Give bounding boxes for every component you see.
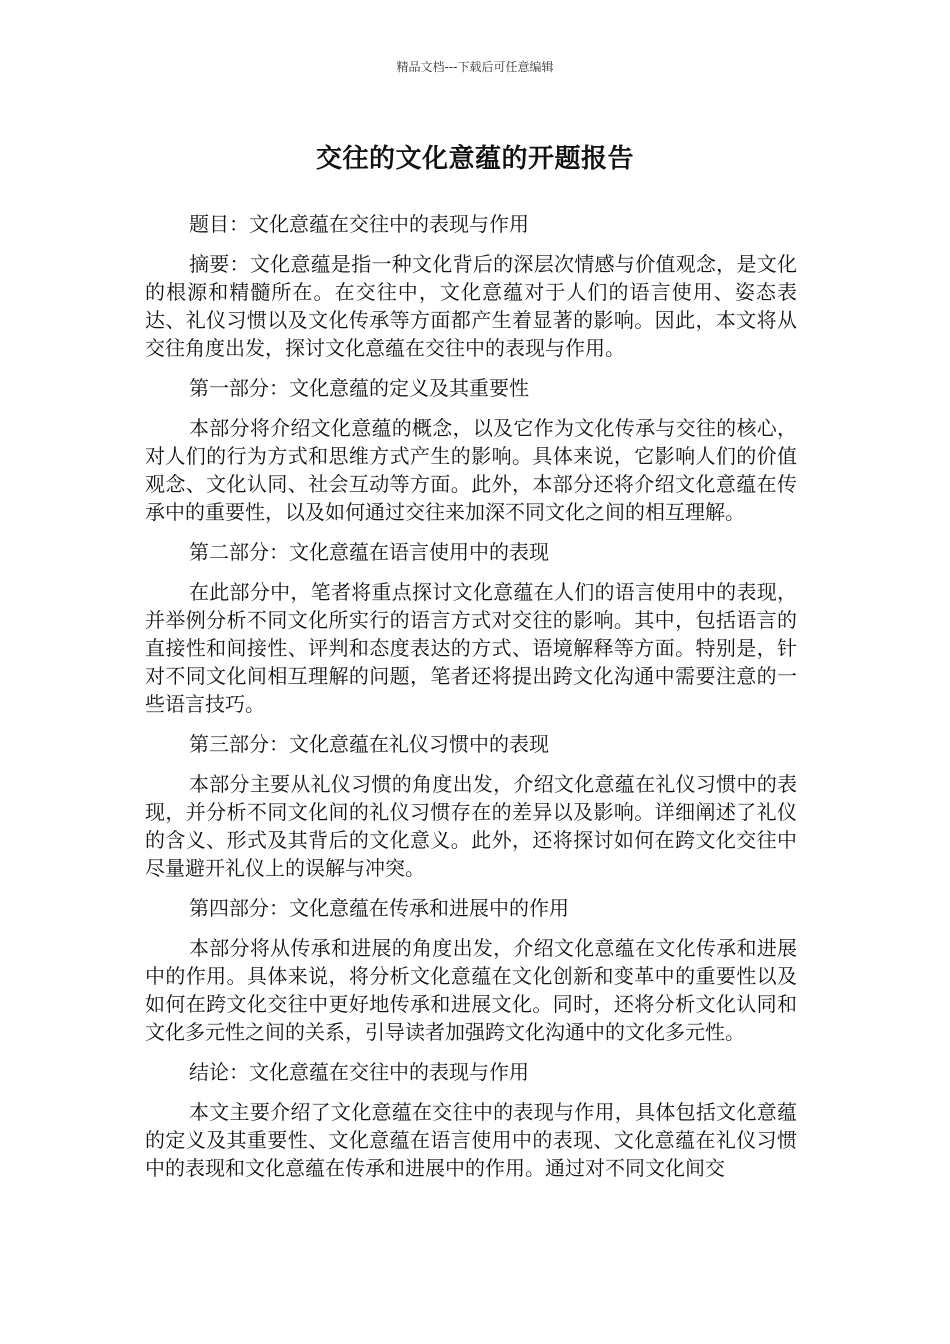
topic-heading: 题目：文化意蕴在交往中的表现与作用 [189, 212, 529, 236]
part-one-paragraph: 本部分将介绍文化意蕴的概念，以及它作为文化传承与交往的核心，对人们的行为方式和思维方式产生的影响。具体来说，它影响人们的价值观念、文化认同、社会互动等方面。此外，本部分还将介绍文化意蕴在传承中的重要性，以及如何通过交往来加深不同文化之间的相互理解。 [145, 416, 797, 524]
conclusion-paragraph: 本文主要介绍了文化意蕴在交往中的表现与作用，具体包括文化意蕴的定义及其重要性、文化意蕴在语言使用中的表现、文化意蕴在礼仪习惯中的表现和文化意蕴在传承和进展中的作用。通过对不同文化间交 [145, 1100, 797, 1180]
part-three-heading: 第三部分：文化意蕴在礼仪习惯中的表现 [189, 732, 549, 756]
conclusion-heading: 结论：文化意蕴在交往中的表现与作用 [189, 1060, 529, 1084]
part-three-paragraph: 本部分主要从礼仪习惯的角度出发，介绍文化意蕴在礼仪习惯中的表现，并分析不同文化间的礼仪习惯存在的差异以及影响。详细阐述了礼仪的含义、形式及其背后的文化意义。此外，还将探讨如何在跨文化交往中尽量避开礼仪上的误解与冲突。 [145, 772, 797, 880]
part-one-heading: 第一部分：文化意蕴的定义及其重要性 [189, 376, 529, 400]
header-note: 精品文档---下载后可任意编辑 [396, 60, 554, 74]
document-title: 交往的文化意蕴的开题报告 [315, 144, 634, 174]
part-four-heading: 第四部分：文化意蕴在传承和进展中的作用 [189, 896, 569, 920]
abstract-paragraph: 摘要：文化意蕴是指一种文化背后的深层次情感与价值观念，是文化的根源和精髓所在。在交往中，文化意蕴对于人们的语言使用、姿态表达、礼仪习惯以及文化传承等方面都产生着显著的影响。因此，本文将从交往角度出发，探讨文化意蕴在交往中的表现与作用。 [145, 252, 797, 360]
part-four-paragraph: 本部分将从传承和进展的角度出发，介绍文化意蕴在文化传承和进展中的作用。具体来说，将分析文化意蕴在文化创新和变革中的重要性以及如何在跨文化交往中更好地传承和进展文化。同时，还将分析文化认同和文化多元性之间的关系，引导读者加强跨文化沟通中的文化多元性。 [145, 936, 797, 1044]
document-body [145, 210, 797, 1194]
part-two-heading: 第二部分：文化意蕴在语言使用中的表现 [189, 540, 549, 564]
part-two-paragraph: 在此部分中，笔者将重点探讨文化意蕴在人们的语言使用中的表现，并举例分析不同文化所实行的语言方式对交往的影响。其中，包括语言的直接性和间接性、评判和态度表达的方式、语境解释等方面。特别是，针对不同文化间相互理解的问题，笔者还将提出跨文化沟通中需要注意的一些语言技巧。 [145, 580, 797, 716]
